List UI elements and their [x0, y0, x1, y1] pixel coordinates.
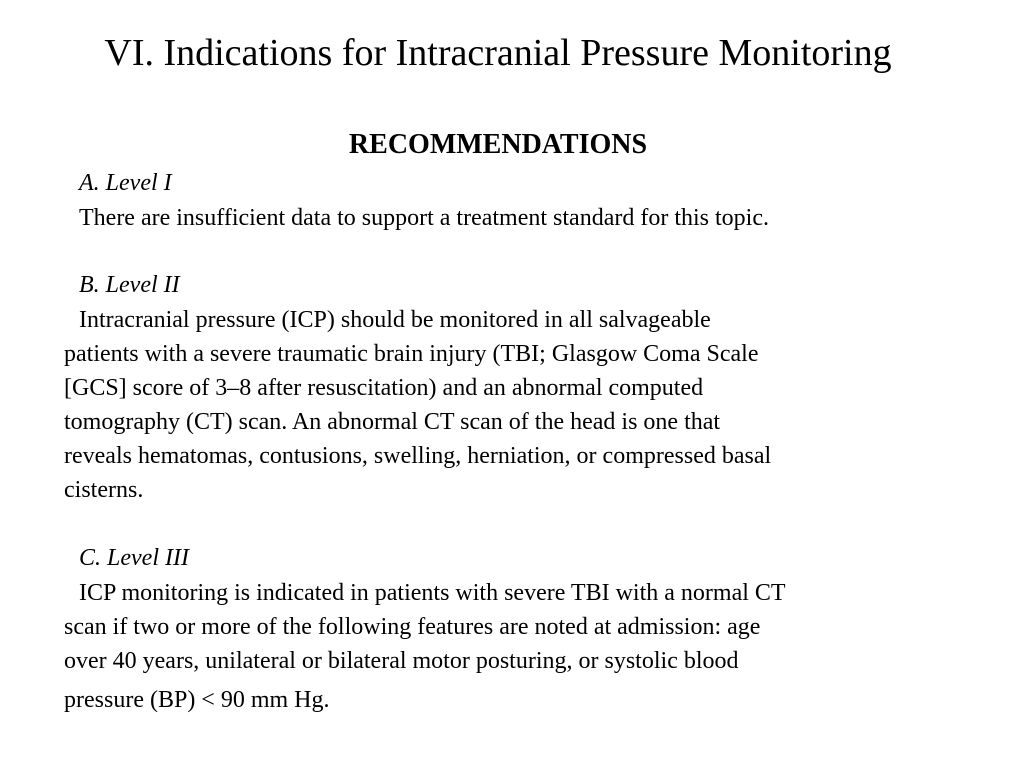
level-i-text [64, 201, 964, 235]
text-line: ICP monitoring is indicated in patients with severe TBI with a normal CT [79, 580, 786, 606]
text-line: Intracranial pressure (ICP) should be monitored in all salvageable [79, 307, 711, 333]
text-line: scan if two or more of the following features are noted at admission: age [64, 614, 761, 640]
level-iii-label: C. Level III [79, 545, 189, 571]
text-line: over 40 years, unilateral or bilateral motor posturing, or systolic blood [64, 648, 739, 674]
level-iii-text [64, 576, 964, 717]
text-line: tomography (CT) scan. An abnormal CT scan of the head is one that [64, 409, 721, 435]
text-line: pressure (BP) < 90 mm Hg. [64, 687, 330, 713]
level-ii-text [64, 303, 964, 507]
text-line: There are insufficient data to support a treatment standard for this topic. [79, 205, 769, 231]
text-line: patients with a severe traumatic brain injury (TBI; Glasgow Coma Scale [64, 341, 759, 367]
slide-title: VI. Indications for Intracranial Pressure Monitoring [104, 32, 892, 74]
recommendations-heading: RECOMMENDATIONS [348, 129, 648, 160]
level-ii-label: B. Level II [79, 272, 180, 298]
text-line: [GCS] score of 3–8 after resuscitation) and an abnormal computed [64, 375, 704, 401]
text-line: reveals hematomas, contusions, swelling, herniation, or compressed basal [64, 443, 772, 469]
text-line: cisterns. [64, 477, 144, 503]
level-i-label: A. Level I [79, 170, 172, 196]
